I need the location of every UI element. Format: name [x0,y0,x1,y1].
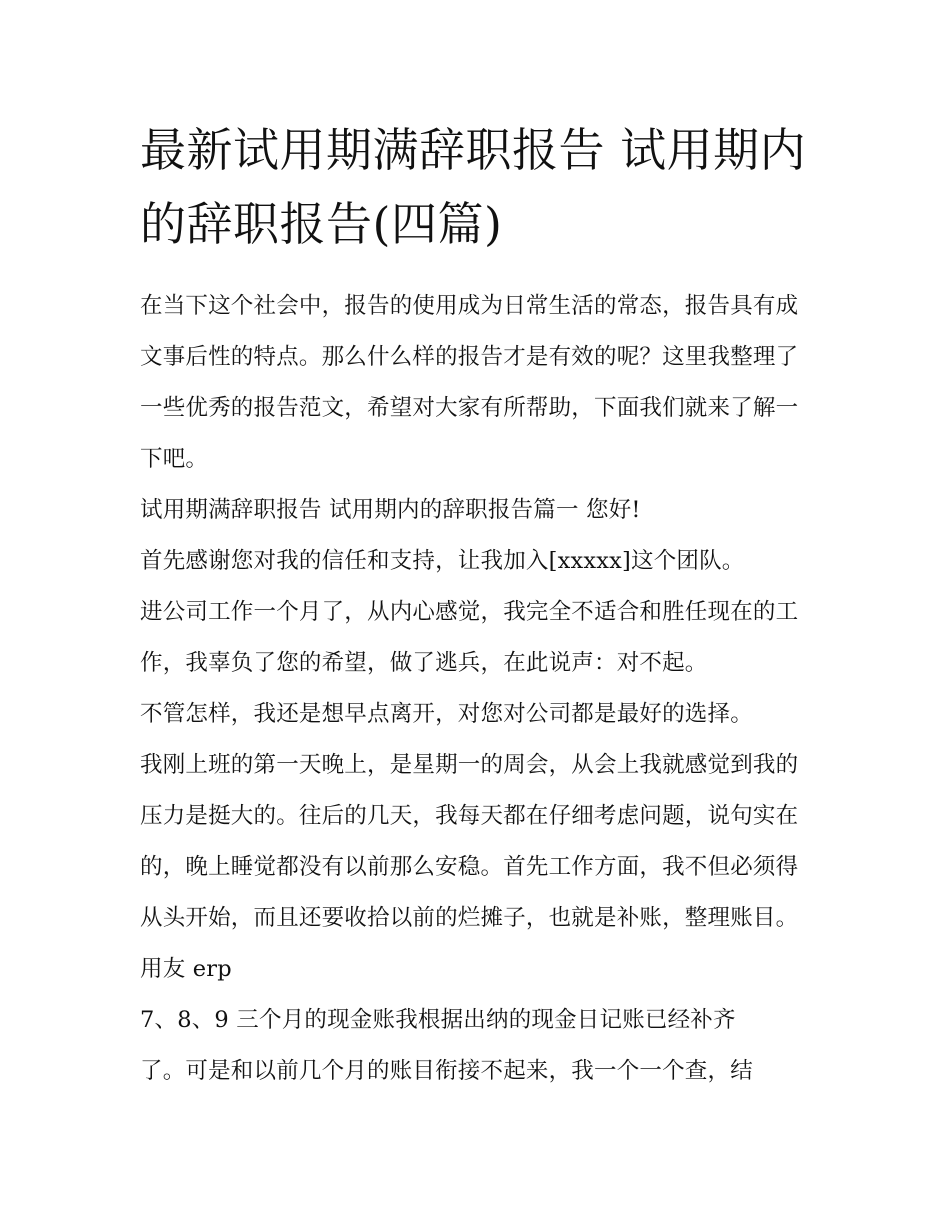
paragraph-heading-part-one: 试用期满辞职报告 试用期内的辞职报告篇一 您好! [140,497,641,523]
paragraph-apology: 进公司工作一个月了，从内心感觉，我完全不适合和胜任现在的工作，我辜负了您的希望，做了逃兵，在此说声：对不起。 [140,599,799,676]
paragraph-thanks: 首先感谢您对我的信任和支持，让我加入[xxxxx]这个团队。 [140,548,745,574]
paragraph-decision: 不管怎样，我还是想早点离开，对您对公司都是最好的选择。 [140,701,753,727]
paragraph-pressure: 我刚上班的第一天晚上，是星期一的周会，从会上我就感觉到我的压力是挺大的。往后的几天，我每天都在仔细考虑问题，说句实在的，晚上睡觉都没有以前那么安稳。首先工作方面，我不但必须得从头开始，而且还要收拾以前的烂摊子，也就是补账，整理账目。用友 erp [140,752,799,982]
paragraph-reconciliation: 了。可是和以前几个月的账目衔接不起来，我一个一个查，结 [140,1058,753,1084]
document-title: 最新试用期满辞职报告 试用期内的辞职报告(四篇) [140,123,807,251]
document-body [140,281,820,1097]
document-content [140,113,820,1097]
paragraph-intro: 在当下这个社会中，报告的使用成为日常生活的常态，报告具有成文事后性的特点。那么什么样的报告才是有效的呢？这里我整理了一些优秀的报告范文，希望对大家有所帮助，下面我们就来了解一下吧。 [140,293,799,472]
paragraph-cash-accounts: 7、8、9 三个月的现金账我根据出纳的现金日记账已经补齐 [140,1007,736,1033]
